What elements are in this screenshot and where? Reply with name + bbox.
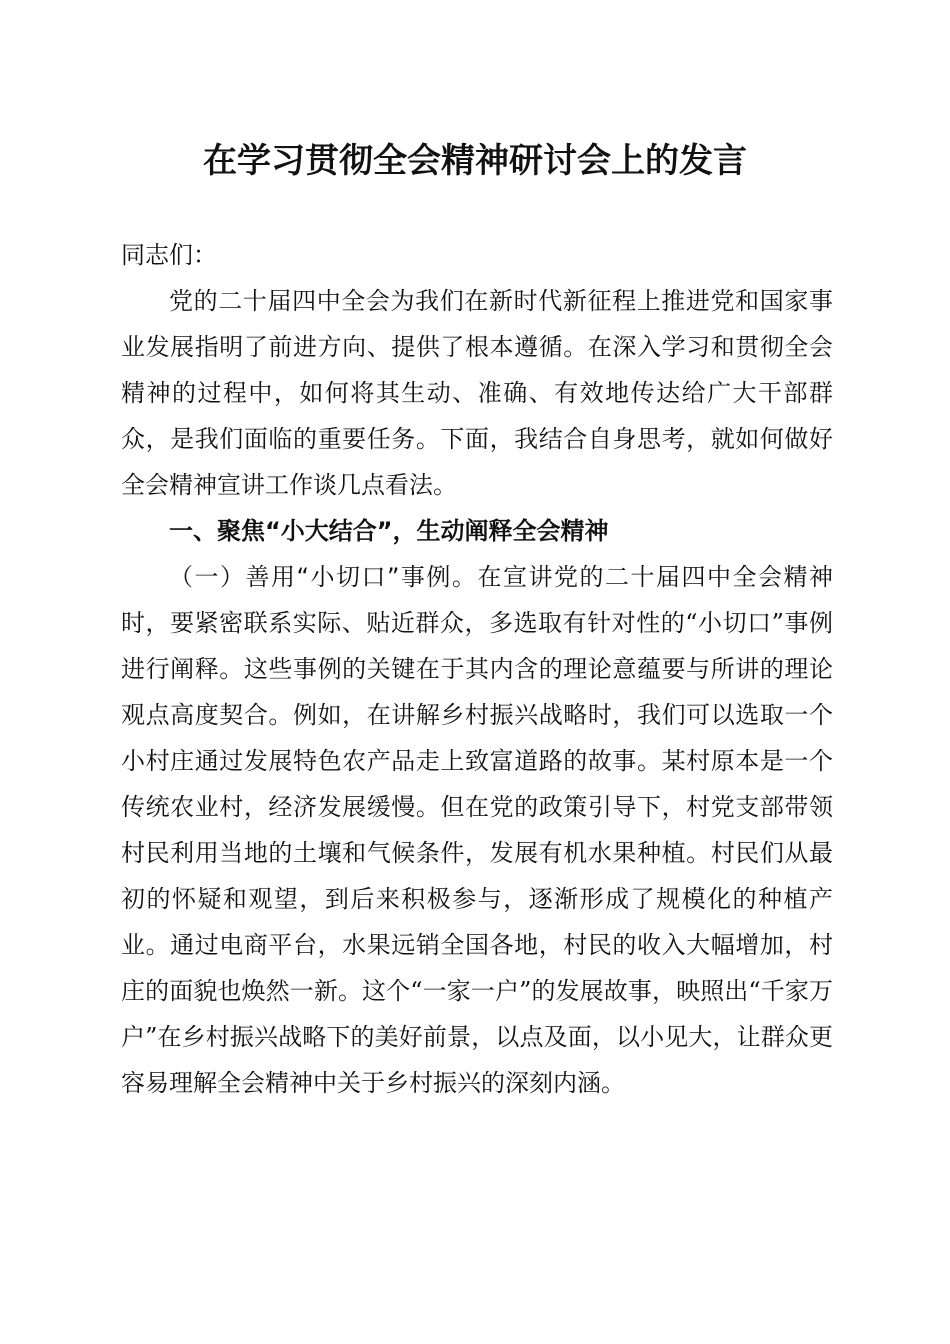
subsection-1-body: 在宣讲党的二十届四中全会精神时，要紧密联系实际、贴近群众，多选取有针对性的“小切口”事例进行阐释。这些事例的关键在于其内含的理论意蕴要与所讲的理论观点高度契合。例如，在讲解乡村振兴战略时，我们可以选取一个小村庄通过发展特色农产品走上致富道路的故事。某村原本是一个传统农业村，经济发展缓慢。但在党的政策引导下，村党支部带领村民利用当地的土壤和气候条件，发展有机水果种植。村民们从最初的怀疑和观望，到后来积极参与，逐渐形成了规模化的种植产业。通过电商平台，水果远销全国各地，村民的收入大幅增加，村庄的面貌也焕然一新。这个“一家一户”的发展故事，映照出“千家万户”在乡村振兴战略下的美好前景，以点及面，以小见大，让群众更容易理解全会精神中关于乡村振兴的深刻内涵。: [121, 563, 833, 1097]
section-1-heading: 一、聚焦“小大结合”，生动阐释全会精神: [169, 517, 609, 545]
document-body: [121, 232, 833, 1106]
intro-paragraph: 党的二十届四中全会为我们在新时代新征程上推进党和国家事业发展指明了前进方向、提供了根本遵循。在深入学习和贯彻全会精神的过程中，如何将其生动、准确、有效地传达给广大干部群众，是我们面临的重要任务。下面，我结合自身思考，就如何做好全会精神宣讲工作谈几点看法。: [121, 287, 833, 499]
subsection-1-lead: （一）善用“小切口”事例。: [169, 563, 478, 591]
salutation: 同志们：: [121, 241, 217, 269]
subsection-1-paragraph: [121, 554, 833, 1106]
document-title: 在学习贯彻全会精神研讨会上的发言: [203, 141, 747, 181]
